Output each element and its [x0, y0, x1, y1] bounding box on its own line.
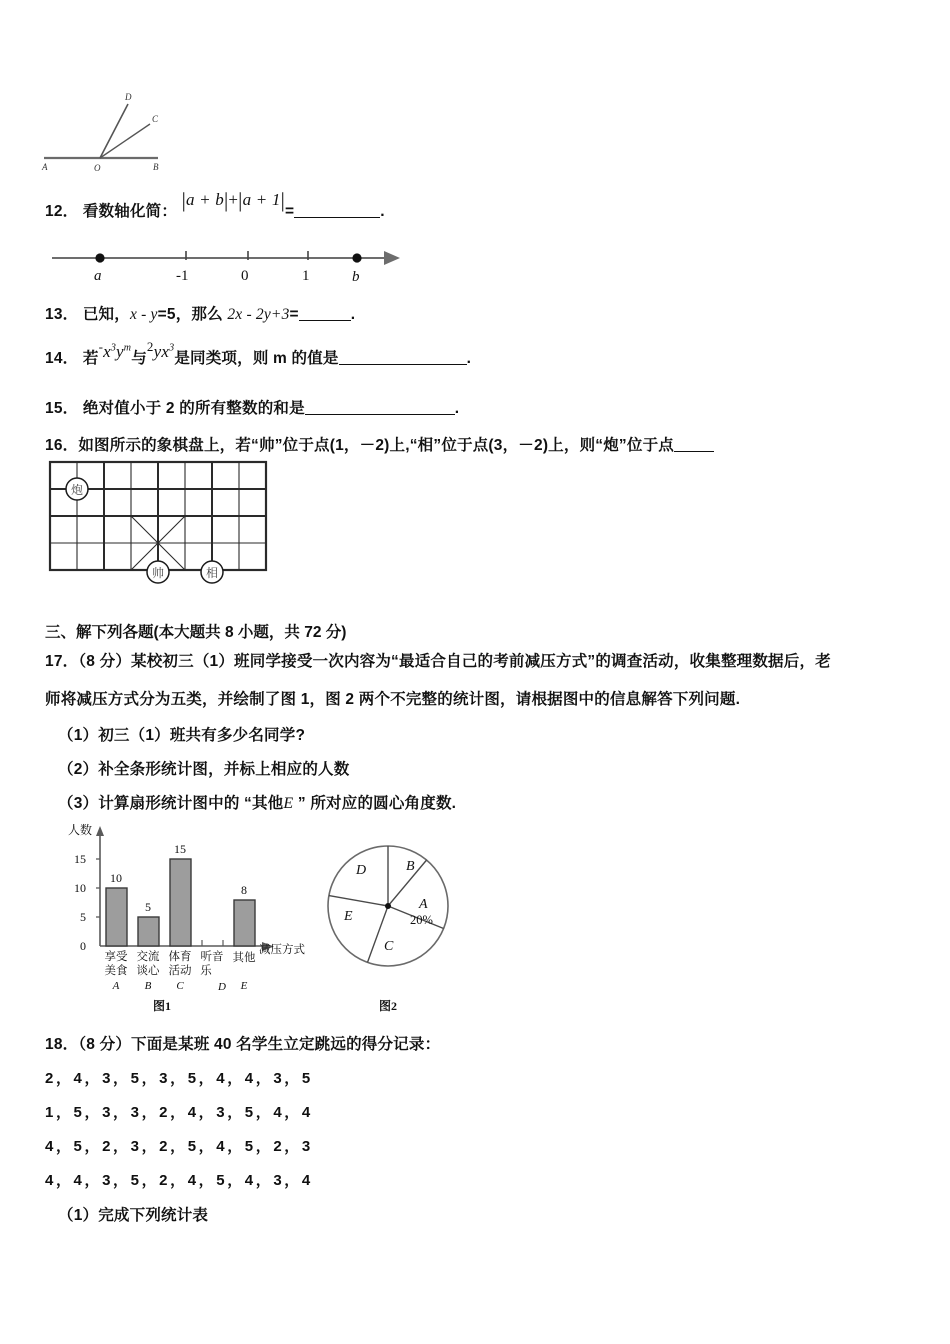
question-15-period: .: [454, 400, 460, 417]
statistics-figures: [42, 818, 502, 1018]
bar-cat-C-line2: 活动: [168, 965, 192, 977]
section-3-heading: 三、解下列各题(本大题共 8 小题，共 72 分): [45, 624, 347, 641]
pie-label-A: A: [419, 897, 428, 912]
question-18-data-row-2: 1，5，3，3，2，4，3，5，4，4: [45, 1104, 313, 1121]
question-18-data-row-4: 4，4，3，5，2，4，5，4，3，4: [45, 1172, 313, 1189]
bar-value-B: 5: [145, 900, 151, 914]
bar-chart-ytick-10: 10: [74, 881, 86, 895]
angle-diagram-figure: [40, 84, 240, 174]
angle-label-C: C: [152, 114, 159, 124]
bar-chart-ytick-15: 15: [74, 852, 86, 866]
general-piece-label: 帅: [151, 566, 165, 580]
bar-value-C: 15: [174, 842, 186, 856]
pie-center-dot: [385, 903, 391, 909]
question-17-sub-3-a: （3）计算扇形统计图中的 “其他: [58, 795, 284, 812]
pie-label-E: E: [344, 909, 353, 924]
bar-B: [138, 917, 159, 946]
question-17-text-line1: 某校初三（1）班同学接受一次内容为“最适合自己的考前减压方式”的调查活动，收集整理数据后，老: [131, 653, 831, 670]
question-17-sub-2: （2）补全条形统计图，并标上相应的人数: [58, 761, 350, 778]
bar-cat-E-letter: E: [240, 980, 248, 992]
bar-A: [106, 888, 127, 946]
question-14: [45, 339, 665, 368]
bar-group: [106, 842, 255, 946]
question-13-text-mid: 那么: [191, 306, 228, 323]
question-14-text-before: 若: [82, 350, 99, 367]
angle-label-D: D: [125, 92, 132, 102]
question-12-number: 12．: [45, 203, 79, 220]
question-15: [45, 396, 665, 418]
bar-cat-D-line2: 乐: [200, 965, 212, 977]
number-line-tick-0: 0: [241, 268, 249, 284]
bar-cat-B-line1: 交流: [136, 951, 160, 963]
question-17-sub-1: （1）初三（1）班共有多少名同学?: [58, 727, 306, 744]
question-13-given: x - y: [129, 306, 158, 323]
chess-board-figure: [48, 460, 278, 600]
question-14-monomial-2: $^2yx^3$: [146, 339, 175, 361]
bar-chart-xlabel: 减压方式: [259, 944, 305, 956]
abs-term-2: a + 1: [242, 190, 281, 209]
question-18-score: （8 分）: [78, 1036, 132, 1053]
question-12-expression: |a + b|+|a + 1|: [181, 188, 285, 212]
question-14-number: 14．: [45, 350, 79, 367]
cannon-piece-label: 炮: [70, 483, 84, 497]
question-18-data-row-3: 4，5，2，3，2，5，4，5，2，3: [45, 1138, 313, 1155]
bar-cat-B-letter: B: [144, 980, 152, 992]
question-13-text-before: 已知，: [82, 306, 130, 323]
question-12-text: 看数轴化简：: [82, 203, 178, 220]
abs-operator: +: [228, 190, 239, 209]
bar-chart-caption: 图1: [152, 999, 172, 1013]
question-17-number: 17．: [45, 653, 79, 670]
question-13: [45, 302, 605, 324]
number-line-tick-1: 1: [302, 268, 310, 284]
number-line-figure: [52, 238, 402, 290]
question-18-number: 18．: [45, 1036, 79, 1053]
question-12-answer-blank[interactable]: [294, 217, 380, 218]
chess-piece-minister: [201, 561, 223, 583]
question-13-answer-blank[interactable]: [299, 320, 351, 321]
question-14-text-after: 是同类项，则 m 的值是: [174, 350, 339, 367]
question-17-sub-3: [58, 791, 758, 813]
question-17-sub-3-italic-E: E: [283, 795, 294, 812]
question-17-line-2: 师将减压方式分为五类，并绘制了图 1，图 2 两个不完整的统计图，请根据图中的信息解答下列问题.: [45, 691, 741, 708]
chess-piece-general: [147, 561, 169, 583]
bar-C: [170, 859, 191, 946]
pie-label-B: B: [406, 859, 415, 874]
question-14-text-mid: 与: [131, 350, 147, 367]
number-line-label-b: b: [352, 269, 360, 285]
angle-label-B: B: [153, 162, 159, 172]
bar-chart: [42, 818, 312, 1018]
question-12-period: .: [380, 203, 385, 220]
question-18-text: 下面是某班 40 名学生立定跳远的得分记录：: [131, 1036, 441, 1053]
bar-cat-A-line2: 美食: [104, 965, 128, 977]
question-17-sub-3-b: ” 所对应的圆心角度数.: [293, 795, 457, 812]
pie-chart-caption: 图2: [378, 999, 398, 1013]
question-13-eq2: =: [289, 306, 299, 323]
monomial-1-coefficient: -: [98, 339, 104, 354]
bar-cat-D-line1: 听音: [200, 951, 224, 963]
bar-cat-B-line2: 谈心: [136, 965, 160, 977]
bar-value-A: 10: [110, 871, 122, 885]
question-15-text: 绝对值小于 2 的所有整数的和是: [82, 400, 305, 417]
bar-cat-A-line1: 享受: [104, 951, 128, 963]
abs-term-1: a + b: [185, 190, 224, 209]
monomial-2-coefficient: 2: [146, 339, 154, 354]
question-18-sub-1: （1）完成下列统计表: [58, 1207, 209, 1224]
question-13-eq1: =5，: [157, 306, 192, 323]
pie-chart: [300, 838, 490, 1038]
angle-label-A: A: [42, 162, 48, 172]
bar-cat-C-letter: C: [176, 980, 184, 992]
question-14-period: .: [466, 350, 472, 367]
bar-cat-A-letter: A: [112, 980, 120, 992]
question-13-period: .: [350, 306, 356, 323]
bar-value-E: 8: [241, 883, 247, 897]
bar-cat-E-line1: 其他: [232, 952, 256, 964]
bar-cat-C-line1: 体育: [168, 951, 192, 963]
question-12-equals: =: [284, 203, 295, 220]
question-15-number: 15．: [45, 400, 79, 417]
question-16-text: 如图所示的象棋盘上，若“帅”位于点(1，－2)上,“相”位于点(3，－2)上，则“炮”位于点: [78, 437, 674, 454]
number-line-tick-neg1: -1: [176, 268, 189, 284]
question-14-answer-blank[interactable]: [339, 364, 467, 365]
angle-label-O: O: [94, 163, 101, 173]
chess-piece-cannon: [66, 478, 88, 500]
question-13-number: 13．: [45, 306, 79, 323]
question-16-answer-blank[interactable]: [674, 451, 714, 452]
question-12: [45, 188, 565, 221]
question-17-score: （8 分）: [78, 653, 132, 670]
point-b-dot: [352, 253, 361, 262]
bar-chart-ytick-0: 0: [80, 939, 86, 953]
pie-label-C: C: [384, 939, 394, 954]
question-17-line-1: [45, 650, 925, 674]
pie-label-D: D: [356, 863, 367, 878]
bar-chart-ytick-5: 5: [80, 910, 86, 924]
point-a-dot: [95, 253, 104, 262]
question-13-expression: 2x - 2y+3: [227, 306, 290, 323]
question-14-monomial-1: $^-x^3y^m$: [98, 339, 132, 361]
bar-chart-ylabel: 人数: [68, 823, 93, 837]
minister-piece-label: 相: [205, 566, 219, 580]
bar-cat-D-letter: D: [218, 981, 226, 993]
question-16: [45, 433, 805, 455]
question-15-answer-blank[interactable]: [305, 414, 455, 415]
pie-label-A-percent: 20%: [410, 913, 433, 927]
question-18: [45, 1032, 845, 1054]
question-18-data-row-1: 2，4，3，5，3，5，4，4，3，5: [45, 1070, 313, 1087]
bar-E: [234, 900, 255, 946]
number-line-label-a: a: [94, 268, 102, 284]
pie-divider-260deg: [329, 896, 388, 906]
question-16-number: 16．: [45, 437, 79, 454]
